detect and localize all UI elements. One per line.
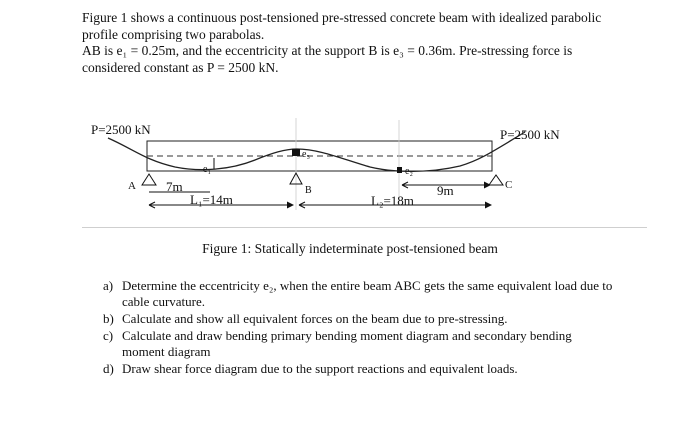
question-c-text: Calculate and draw bending primary bending moment diagram and secondary bending moment diagram <box>122 328 572 359</box>
e2-label: e₂ <box>405 166 413 177</box>
support-a-icon <box>142 174 156 185</box>
dim-l1-label: L₁=14m <box>190 192 233 207</box>
question-a-text: Determine the eccentricity e₂, when the entire beam ABC gets the same equivalent load due to cable curvature. <box>122 278 613 309</box>
force-label-left: P=2500 kN <box>91 122 151 137</box>
intro-line-3: AB is e₁ = 0.25m, and the eccentricity at the support B is e₃ = 0.36m. Pre-stressing force is <box>82 43 573 58</box>
e3-label: e₃ <box>302 149 310 160</box>
intro-line-2: profile comprising two parabolas. <box>82 26 265 42</box>
cable-profile <box>108 132 525 171</box>
question-d-text: Draw shear force diagram due to the support reactions and equivalent loads. <box>122 361 518 376</box>
e2-marker <box>397 167 402 173</box>
support-b-label: B <box>305 185 312 196</box>
e1-label: e₁ <box>203 164 211 175</box>
e3-marker <box>292 149 300 156</box>
dim-9m-label: 9m <box>437 183 454 198</box>
question-c-label: c) <box>103 328 114 343</box>
dim-l2-label: L₂=18m <box>371 193 414 208</box>
question-b-text: Calculate and show all equivalent forces on the beam due to pre-stressing. <box>122 311 508 326</box>
question-d-label: d) <box>103 361 114 376</box>
intro-line-1: Figure 1 shows a continuous post-tensioned pre-stressed concrete beam with idealized parabolic <box>82 10 602 25</box>
question-b-label: b) <box>103 311 114 326</box>
divider <box>82 227 647 228</box>
question-a-label: a) <box>103 278 114 293</box>
intro-line-4: considered constant as P = 2500 kN. <box>82 59 279 75</box>
support-c-icon <box>489 175 503 185</box>
dim-7m-label: 7m <box>166 179 183 194</box>
force-label-right: P=2500 kN <box>500 127 560 142</box>
support-c-label: C <box>505 179 513 191</box>
figure-caption: Figure 1: Statically indeterminate post-tensioned beam <box>202 241 498 256</box>
support-a-label: A <box>128 180 136 192</box>
